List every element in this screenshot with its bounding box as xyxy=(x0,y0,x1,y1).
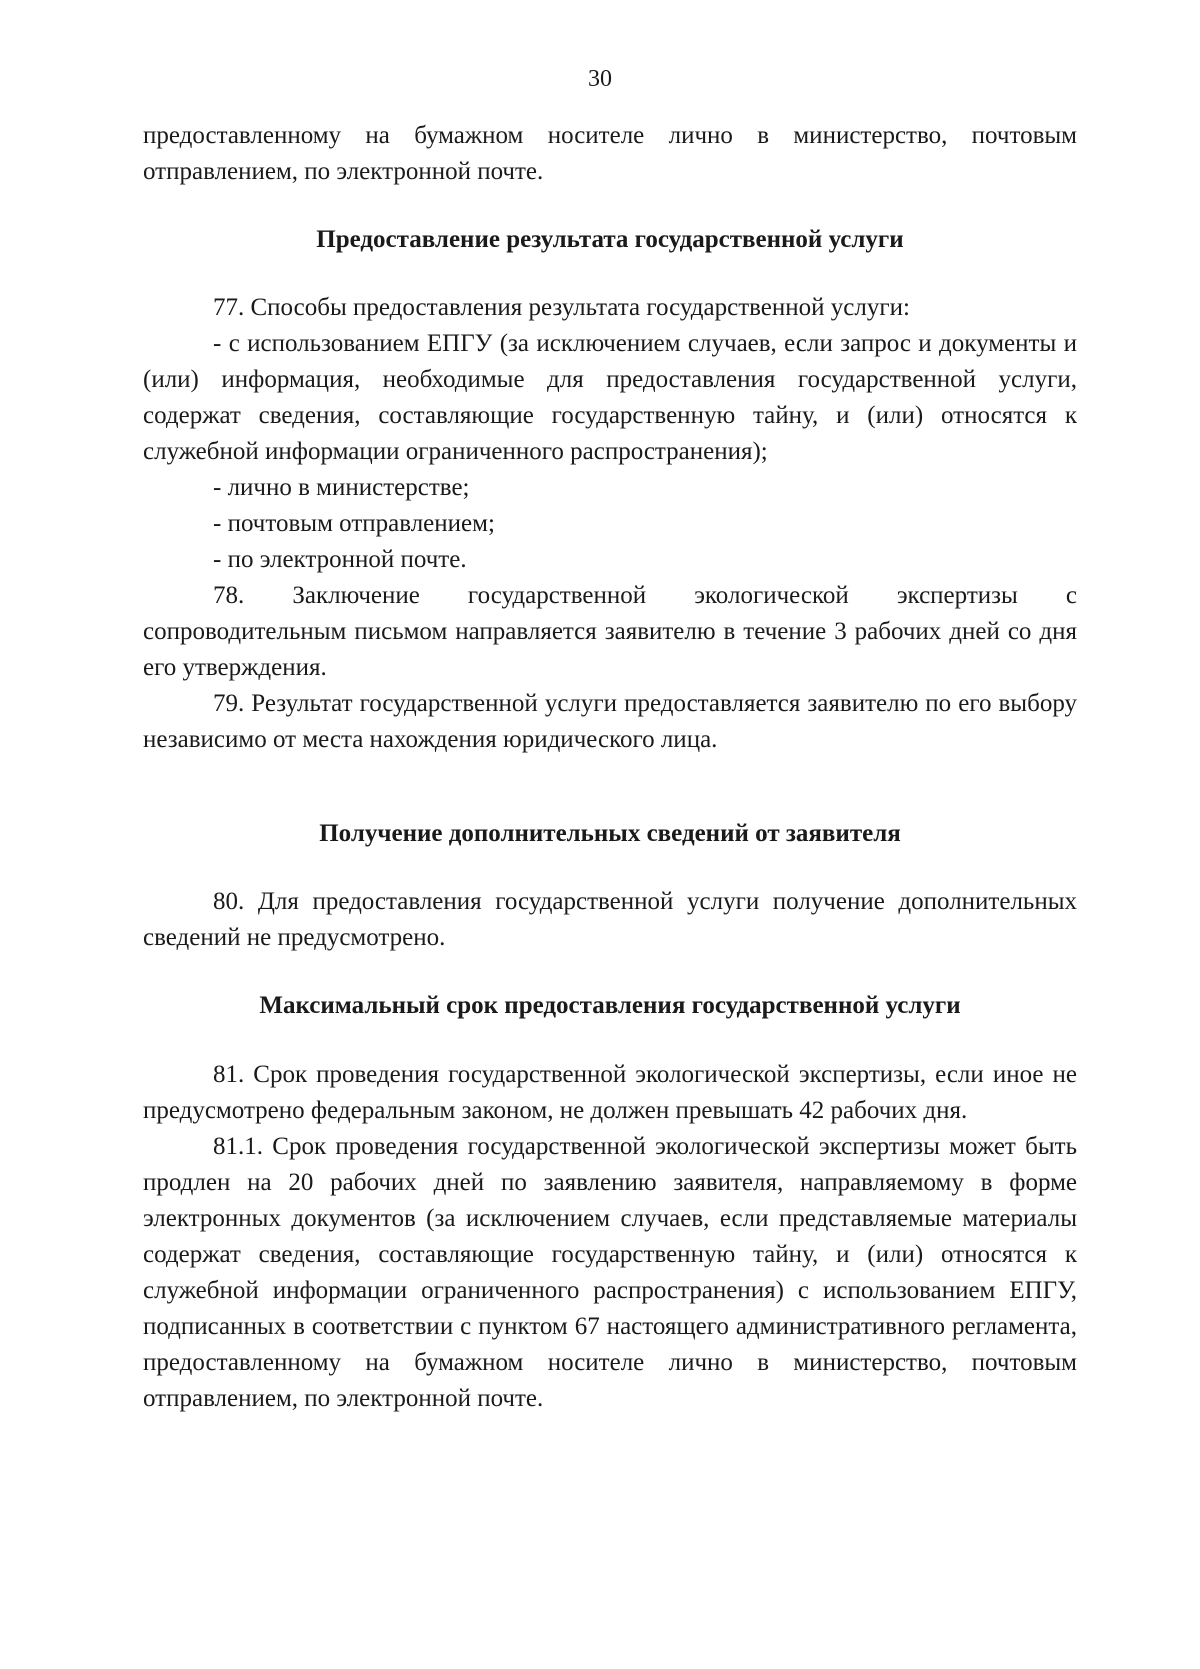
page-number: 30 xyxy=(588,66,612,92)
paragraph-80: 80. Для предоставления государственной услуги получение дополнительных сведений не предусмотрено. xyxy=(143,888,1077,951)
intro-line-2: отправлением, по электронной почте. xyxy=(143,158,544,185)
section-heading-max-term: Максимальный срок предоставления государственной услуги xyxy=(259,992,961,1019)
paragraph-77-item-4: - по электронной почте. xyxy=(213,546,467,573)
paragraph-77: 77. Способы предоставления результата государственной услуги: xyxy=(213,294,910,321)
section-max-term-body xyxy=(143,1057,1077,1417)
paragraph-79: 79. Результат государственной услуги предоставляется заявителю по его выбору независимо от места нахождения юридического лица. xyxy=(143,690,1077,753)
paragraph-77-item-1: - с использованием ЕПГУ (за исключением случаев, если запрос и документы и (или) информация, необходимые для предоставления государственной услуги, содержат сведения, составляющие государственную тайну, и (или) относятся к служебной информации ограниченного распространения); xyxy=(143,330,1077,465)
section-result-body xyxy=(143,290,1077,758)
section-heading-result: Предоставление результата государственной услуги xyxy=(316,226,904,253)
intro-continuation xyxy=(143,118,1077,190)
paragraph-81: 81. Срок проведения государственной экологической экспертизы, если иное не предусмотрено федеральным законом, не должен превышать 42 рабочих дня. xyxy=(143,1061,1077,1124)
paragraph-81-1: 81.1. Срок проведения государственной экологической экспертизы может быть продлен на 20 рабочих дней по заявлению заявителя, направляемому в форме электронных документов (за исключением случаев, если представляемые материалы содержат сведения, составляющие государственную тайну, и (или) относятся к служебной информации ограниченного распространения) с использованием ЕПГУ, подписанных в соответствии с пунктом 67 настоящего административного регламента, предоставленному на бумажном носителе лично в министерство, почтовым отправлением, по электронной почте. xyxy=(143,1133,1077,1412)
intro-line-1: предоставленному на бумажном носителе лично в министерство, почтовым xyxy=(143,122,1077,149)
section-additional-info-body xyxy=(143,884,1077,956)
paragraph-78: 78. Заключение государственной экологической экспертизы с сопроводительным письмом направляется заявителю в течение 3 рабочих дней со дня его утверждения. xyxy=(143,582,1077,681)
section-heading-additional-info: Получение дополнительных сведений от заявителя xyxy=(319,820,901,847)
paragraph-77-item-2: - лично в министерстве; xyxy=(213,474,470,501)
paragraph-77-item-3: - почтовым отправлением; xyxy=(213,510,495,537)
